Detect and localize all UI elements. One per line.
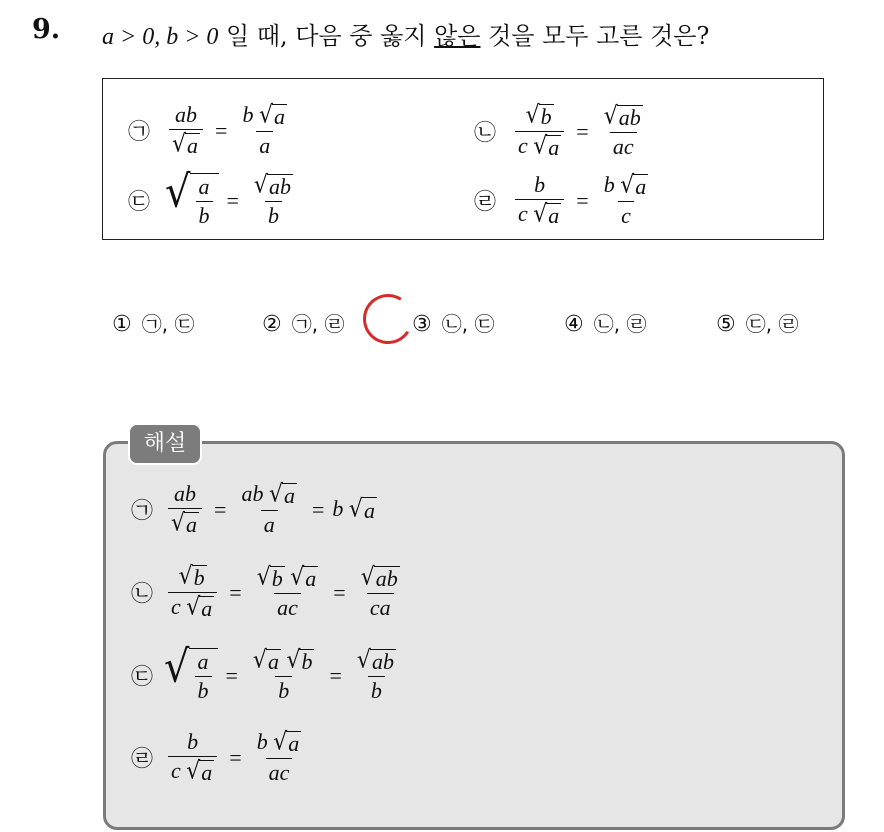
choice-label: ㉢, ㉣ [745, 312, 799, 336]
choice-4[interactable] [564, 308, 646, 337]
choice-label: ㉡, ㉣ [593, 312, 647, 336]
question-text [102, 16, 709, 51]
choice-label: ㉠, ㉣ [291, 312, 345, 336]
statement-4 [471, 173, 655, 228]
statement-formula: √ b c √ a = √ ab ac [511, 103, 650, 160]
answer-choices [112, 308, 832, 348]
choice-label: ㉠, ㉢ [141, 312, 195, 336]
choice-number: ① [112, 312, 132, 337]
question-number: 9. [32, 14, 61, 45]
statement-formula: ab √ a = b √ a a [165, 103, 294, 158]
choice-2[interactable] [262, 308, 344, 337]
statement-3 [125, 166, 300, 229]
statement-formula: b c √ a = b √ a c [511, 173, 655, 228]
solution-line-3 [128, 641, 403, 704]
statement-mark: ㉠ [127, 120, 150, 146]
choice-number: ⑤ [716, 312, 736, 337]
solution-formula: ab √ a = ab √ a a = b √ a [164, 482, 377, 537]
solution-formula: √ b c √ a = √ b √ a ac = √ ab ca [164, 564, 407, 621]
choice-3[interactable] [412, 308, 494, 337]
statement-formula: √ $\frac{a}{b}$ = √ ab b [165, 166, 291, 229]
statement-1 [125, 103, 294, 158]
solution-formula: √ $\frac{a}{b}$ = √ a √ b b = √ ab b [164, 641, 394, 704]
statement-mark: ㉢ [127, 190, 150, 216]
statement-box [102, 78, 824, 240]
solution-box [103, 441, 845, 830]
question-underlined: 않은 [434, 22, 481, 50]
solution-line-1 [128, 482, 377, 537]
question-condition: a > 0, b > 0 [102, 24, 219, 50]
choice-1[interactable] [112, 308, 194, 337]
question-text-before: 일 때, 다음 중 옳지 [218, 22, 435, 50]
question-text-after: 것을 모두 고른 것은? [480, 22, 710, 50]
solution-mark: ㉢ [130, 665, 153, 691]
solution-mark: ㉣ [130, 747, 153, 773]
solution-mark: ㉡ [130, 582, 153, 608]
choice-number: ② [262, 312, 282, 337]
statement-mark: ㉣ [473, 190, 496, 216]
statement-mark: ㉡ [473, 121, 496, 147]
solution-mark: ㉠ [130, 499, 153, 525]
solution-line-2 [128, 564, 407, 621]
answer-circle-mark [358, 289, 417, 348]
statement-2 [471, 103, 650, 160]
solution-line-4 [128, 730, 308, 785]
choice-label: ㉡, ㉢ [441, 312, 495, 336]
choice-number: ③ [412, 312, 432, 337]
choice-5[interactable] [716, 308, 798, 337]
choice-number: ④ [564, 312, 584, 337]
solution-label: 해설 [128, 423, 202, 465]
solution-formula: b c √ a = b √ a ac [164, 730, 308, 785]
